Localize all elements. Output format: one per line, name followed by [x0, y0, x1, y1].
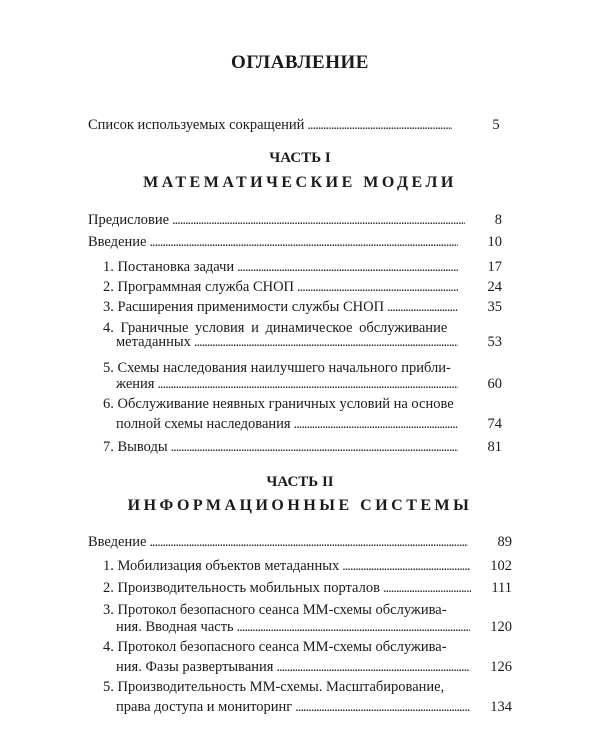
dot-leader	[276, 657, 470, 678]
toc-entry-chapter	[103, 297, 502, 318]
dot-leader	[294, 414, 458, 435]
toc-chapter-line: 5. Производительность ММ-схемы. Масштабирование,	[103, 679, 445, 695]
dot-leader	[383, 578, 471, 599]
toc-page-number: 81	[487, 439, 502, 455]
toc-entry-chapter	[116, 332, 502, 353]
toc-chapter-line: 5. Схемы наследования наилучшего начального прибли-	[103, 360, 451, 376]
toc-page-number: 53	[487, 334, 502, 350]
toc-chapter-line: 4. Протокол безопасного сеанса ММ-схемы обслужива-	[103, 639, 447, 655]
toc-entry-chapter	[116, 414, 502, 435]
toc-entry-label: жения	[116, 376, 155, 392]
toc-entry-label: 1. Постановка задачи	[103, 259, 235, 275]
toc-entry-label: права доступа и мониторинг	[116, 699, 293, 715]
toc-entry-chapter	[103, 556, 512, 577]
dot-leader	[149, 532, 467, 553]
toc-entry-label: 2. Программная служба СНОП	[103, 279, 295, 295]
toc-entry-label: 1. Мобилизация объектов метаданных	[103, 558, 340, 574]
dot-leader	[237, 617, 471, 638]
toc-entry-label: Предисловие	[88, 212, 170, 228]
toc-entry-chapter	[103, 277, 502, 298]
dot-leader	[295, 697, 470, 718]
toc-entry-chapter	[116, 697, 512, 718]
dot-leader	[157, 374, 457, 395]
dot-leader	[387, 297, 457, 318]
toc-chapter-line: 3. Протокол безопасного сеанса ММ-схемы обслужива-	[103, 602, 447, 618]
toc-entry-label: Список используемых сокращений	[88, 117, 305, 133]
part-1-subtitle: МАТЕМАТИЧЕСКИЕ МОДЕЛИ	[143, 174, 457, 191]
toc-page-number: 8	[494, 212, 502, 228]
toc-page-number: 102	[490, 558, 512, 574]
part-2-heading: ЧАСТЬ II	[266, 474, 334, 490]
dot-leader	[237, 257, 457, 278]
toc-entry-abbreviations	[88, 115, 502, 136]
toc-page-number: 10	[487, 234, 502, 250]
toc-page-number: 35	[487, 299, 502, 315]
toc-page-number: 134	[490, 699, 512, 715]
toc-chapter-line: 4. Граничные условия и динамическое обслуживание	[103, 320, 448, 336]
dot-leader	[149, 232, 457, 253]
toc-page-number: 120	[490, 619, 512, 635]
toc-entry-label: 2. Производительность мобильных порталов	[103, 580, 380, 596]
part-2-subtitle: ИНФОРМАЦИОННЫЕ СИСТЕМЫ	[127, 497, 473, 514]
dot-leader	[297, 277, 457, 298]
toc-entry-chapter	[103, 257, 502, 278]
toc-entry-intro-1	[88, 232, 502, 253]
toc-page-number: 111	[491, 580, 512, 596]
dot-leader	[171, 437, 458, 458]
toc-chapter-line: 6. Обслуживание неявных граничных условий на основе	[103, 396, 454, 412]
toc-entry-label: 7. Выводы	[103, 439, 168, 455]
dot-leader	[194, 332, 458, 353]
toc-entry-label: ния. Фазы развертывания	[116, 659, 274, 675]
toc-entry-chapter	[103, 578, 512, 599]
dot-leader	[172, 210, 465, 231]
toc-entry-chapter	[116, 617, 512, 638]
toc-page-number: 60	[487, 376, 502, 392]
dot-leader	[342, 556, 470, 577]
toc-entry-label: ния. Вводная часть	[116, 619, 234, 635]
toc-entry-intro-2	[88, 532, 512, 553]
toc-page-number: 89	[497, 534, 512, 550]
toc-entry-preface	[88, 210, 502, 231]
toc-entry-label: Введение	[88, 234, 147, 250]
toc-entry-label: метаданных	[116, 334, 191, 350]
part-1-heading: ЧАСТЬ I	[269, 150, 331, 166]
toc-entry-label: Введение	[88, 534, 147, 550]
toc-entry-chapter	[103, 437, 502, 458]
toc-page-number: 24	[487, 279, 502, 295]
toc-page-number: 74	[487, 416, 502, 432]
page-title: ОГЛАВЛЕНИЕ	[231, 52, 369, 73]
toc-page-number: 17	[487, 259, 502, 275]
dot-leader	[307, 115, 452, 136]
toc-page-number: 5	[492, 117, 500, 133]
toc-entry-chapter	[116, 374, 502, 395]
toc-page-number: 126	[490, 659, 512, 675]
toc-entry-label: 3. Расширения применимости службы СНОП	[103, 299, 385, 315]
toc-entry-label: полной схемы наследования	[116, 416, 291, 432]
toc-entry-chapter	[116, 657, 512, 678]
